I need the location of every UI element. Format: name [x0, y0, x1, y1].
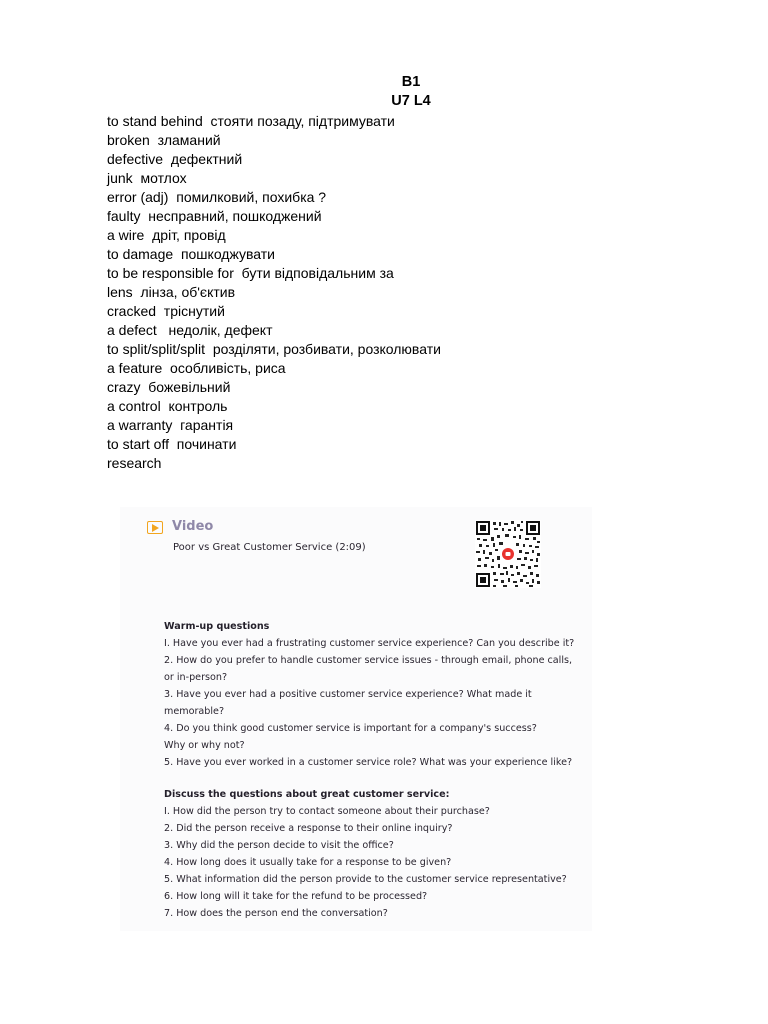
vocab-item: to stand behind стояти позаду, підтримувати — [107, 113, 395, 129]
vocab-item: to split/split/split розділяти, розбивати, розколювати — [107, 341, 441, 357]
discuss-question: I. How did the person try to contact someone about their purchase? — [164, 806, 490, 817]
vocab-item: crazy божевільний — [107, 379, 231, 395]
vocab-item: a defect недолік, дефект — [107, 322, 273, 338]
vocab-item: a wire дріт, провід — [107, 227, 226, 243]
qr-code-icon[interactable] — [475, 520, 541, 588]
vocab-item: cracked тріснутий — [107, 303, 225, 319]
play-icon[interactable] — [147, 521, 163, 534]
vocab-item: research — [107, 455, 162, 471]
worksheet-image — [120, 507, 592, 931]
discuss-question: 6. How long will it take for the refund to be processed? — [164, 891, 428, 902]
vocab-item: to start off починати — [107, 436, 237, 452]
vocab-item: to be responsible for бути відповідальним за — [107, 265, 394, 281]
discuss-heading: Discuss the questions about great customer service: — [164, 789, 450, 800]
discuss-question: 4. How long does it usually take for a response to be given? — [164, 857, 452, 868]
discuss-question: 7. How does the person end the conversation? — [164, 908, 388, 919]
lesson-code: U7 L4 — [391, 93, 431, 109]
warmup-question: 4. Do you think good customer service is important for a company's success? — [164, 723, 537, 734]
discuss-question: 3. Why did the person decide to visit the office? — [164, 840, 394, 851]
vocab-item: a control контроль — [107, 398, 228, 414]
vocab-item: broken зламаний — [107, 132, 221, 148]
warmup-question: 3. Have you ever had a positive customer service experience? What made it — [164, 689, 532, 700]
warmup-question: memorable? — [164, 706, 225, 717]
warmup-question: or in-person? — [164, 672, 228, 683]
discuss-section — [164, 786, 584, 922]
vocab-item: to damage пошкоджувати — [107, 246, 275, 262]
warmup-question: 5. Have you ever worked in a customer service role? What was your experience like? — [164, 757, 573, 768]
warmup-question: I. Have you ever had a frustrating customer service experience? Can you describe it? — [164, 638, 575, 649]
vocab-item: lens лінза, об'єктив — [107, 284, 236, 300]
vocab-item: defective дефектний — [107, 151, 243, 167]
vocab-item: a warranty гарантія — [107, 417, 234, 433]
discuss-question: 2. Did the person receive a response to their online inquiry? — [164, 823, 453, 834]
warmup-section — [164, 618, 584, 771]
vocab-item: error (adj) помилковий, похибка ? — [107, 189, 327, 205]
level-title: B1 — [401, 74, 421, 90]
warmup-question: Why or why not? — [164, 740, 245, 751]
vocab-item: a feature особливість, риса — [107, 360, 286, 376]
video-title[interactable]: Poor vs Great Customer Service (2:09) — [173, 542, 366, 553]
video-label: Video — [172, 519, 214, 534]
warmup-question: 2. How do you prefer to handle customer service issues - through email, phone calls, — [164, 655, 573, 666]
vocabulary-list — [107, 112, 667, 473]
lesson-header — [0, 73, 768, 111]
warmup-heading: Warm-up questions — [164, 621, 270, 632]
vocab-item: junk мотлох — [107, 170, 187, 186]
vocab-item: faulty несправний, пошкоджений — [107, 208, 322, 224]
discuss-question: 5. What information did the person provide to the customer service representative? — [164, 874, 567, 885]
